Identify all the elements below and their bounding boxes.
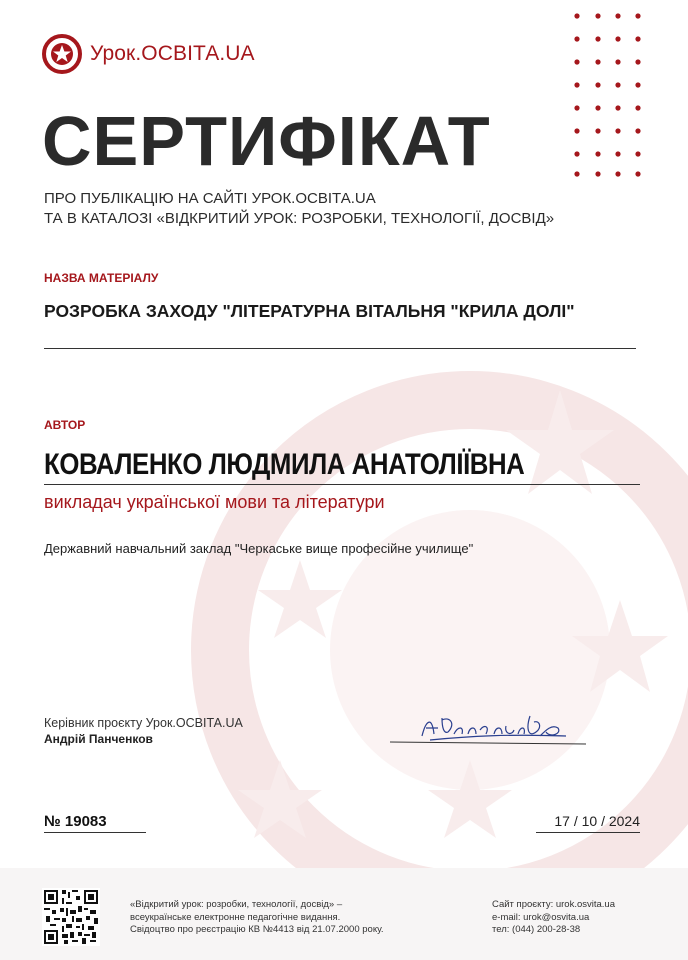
certificate-date: 17 / 10 / 2024 [536,813,640,833]
manager-name: Андрій Панченков [44,732,153,746]
material-title: РОЗРОБКА ЗАХОДУ "ЛІТЕРАТУРНА ВІТАЛЬНЯ "КРИЛА ДОЛІ" [44,300,636,349]
footer-contacts [492,899,615,937]
certificate-number: № 19083 [44,813,146,833]
qr-code-icon [42,888,100,946]
brand-name: Урок.ОСВІТА.UA [90,42,255,65]
author-name-text: КОВАЛЕНКО ЛЮДМИЛА АНАТОЛІЇВНА [44,448,525,481]
author-name [44,448,640,485]
footer-publication-info [130,899,384,937]
star-circle-logo-icon [42,34,82,74]
footer-center-line-3: Свідоцтво про реєстрацію КВ №4413 від 21.07.2000 року. [130,924,384,935]
footer-center-line-2: всеукраїнське електронне педагогічне видання. [130,911,341,923]
author-institution: Державний навчальний заклад "Черкаське вище професійне училище" [44,541,474,556]
manager-signature [390,706,586,750]
author-label: АВТОР [44,418,86,432]
subtitle-line-2: ТА В КАТАЛОЗІ «ВІДКРИТИЙ УРОК: РОЗРОБКИ, ТЕХНОЛОГІЇ, ДОСВІД» [44,210,555,227]
brand-logo [42,34,255,74]
footer-phone: тел: (044) 200-28-38 [492,924,581,935]
author-position: викладач української мови та літератури [44,492,385,512]
decorative-dot-grid-icon [568,8,648,178]
footer-email: e-mail: urok@osvita.ua [492,911,590,923]
footer-center-line-1: «Відкритий урок: розробки, технології, досвід» – [130,899,343,910]
footer-site: Сайт проєкту: urok.osvita.ua [492,899,615,910]
certificate-subtitle [44,189,554,229]
manager-role: Керівник проєкту Урок.ОСВІТА.UA [44,716,243,730]
material-label: НАЗВА МАТЕРІАЛУ [44,271,159,285]
certificate-title: СЕРТИФІКАТ [42,102,491,180]
subtitle-line-1: ПРО ПУБЛІКАЦІЮ НА САЙТІ УРОК.ОСВІТА.UA [44,190,376,207]
